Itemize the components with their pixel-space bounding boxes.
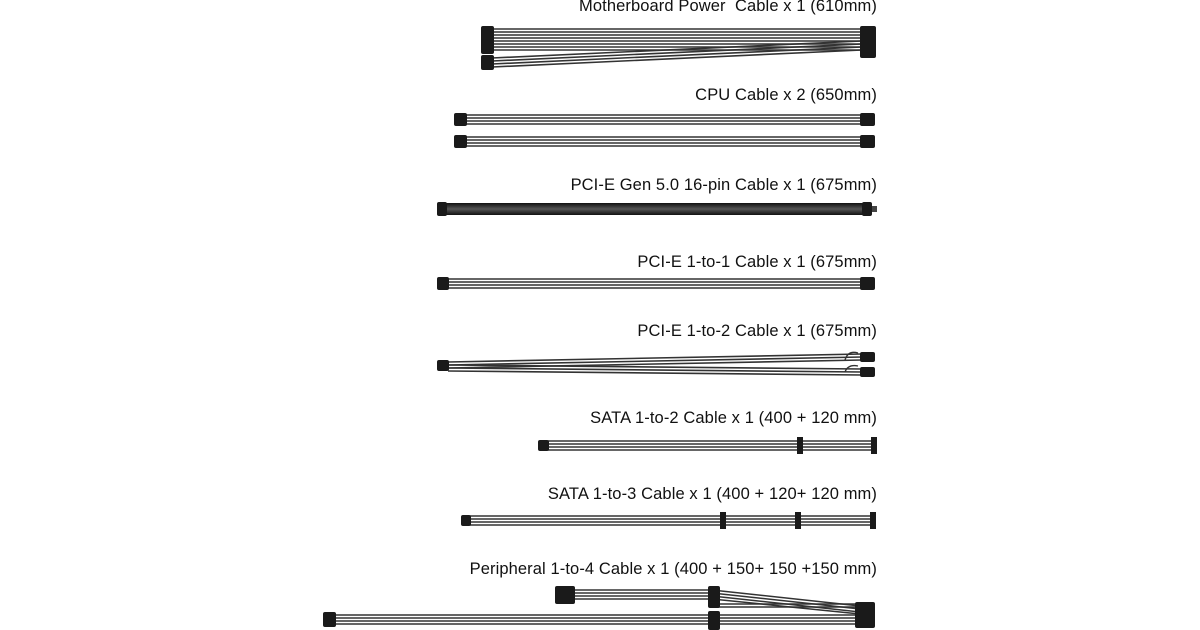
pcie-gen5-cable-image <box>437 202 877 216</box>
cable-label-peripheral-1to4: Peripheral 1-to-4 Cable x 1 (400 + 150+ 150 +150 mm) <box>469 560 877 578</box>
cable-label-sata-1to3: SATA 1-to-3 Cable x 1 (400 + 120+ 120 mm) <box>547 485 877 503</box>
cable-label-motherboard: Motherboard Power Cable x 1 (610mm) <box>579 0 877 15</box>
cable-label-sata-1to2: SATA 1-to-2 Cable x 1 (400 + 120 mm) <box>590 409 877 427</box>
pcie-1to2-cable-image <box>437 352 875 377</box>
sata-1to2-cable-image <box>538 437 877 454</box>
cable-label-pcie-gen5: PCI-E Gen 5.0 16-pin Cable x 1 (675mm) <box>570 176 877 194</box>
cable-label-pcie-1to2: PCI-E 1-to-2 Cable x 1 (675mm) <box>637 322 877 340</box>
peripheral-1to4-cable-image <box>323 586 875 630</box>
sata-1to3-cable-image <box>461 512 876 529</box>
cable-label-cpu: CPU Cable x 2 (650mm) <box>695 86 877 104</box>
pcie-1to1-cable-image <box>437 277 875 290</box>
motherboard-cable-image <box>481 26 876 70</box>
cable-label-pcie-1to1: PCI-E 1-to-1 Cable x 1 (675mm) <box>637 253 877 271</box>
cpu-cable-image <box>454 113 875 148</box>
